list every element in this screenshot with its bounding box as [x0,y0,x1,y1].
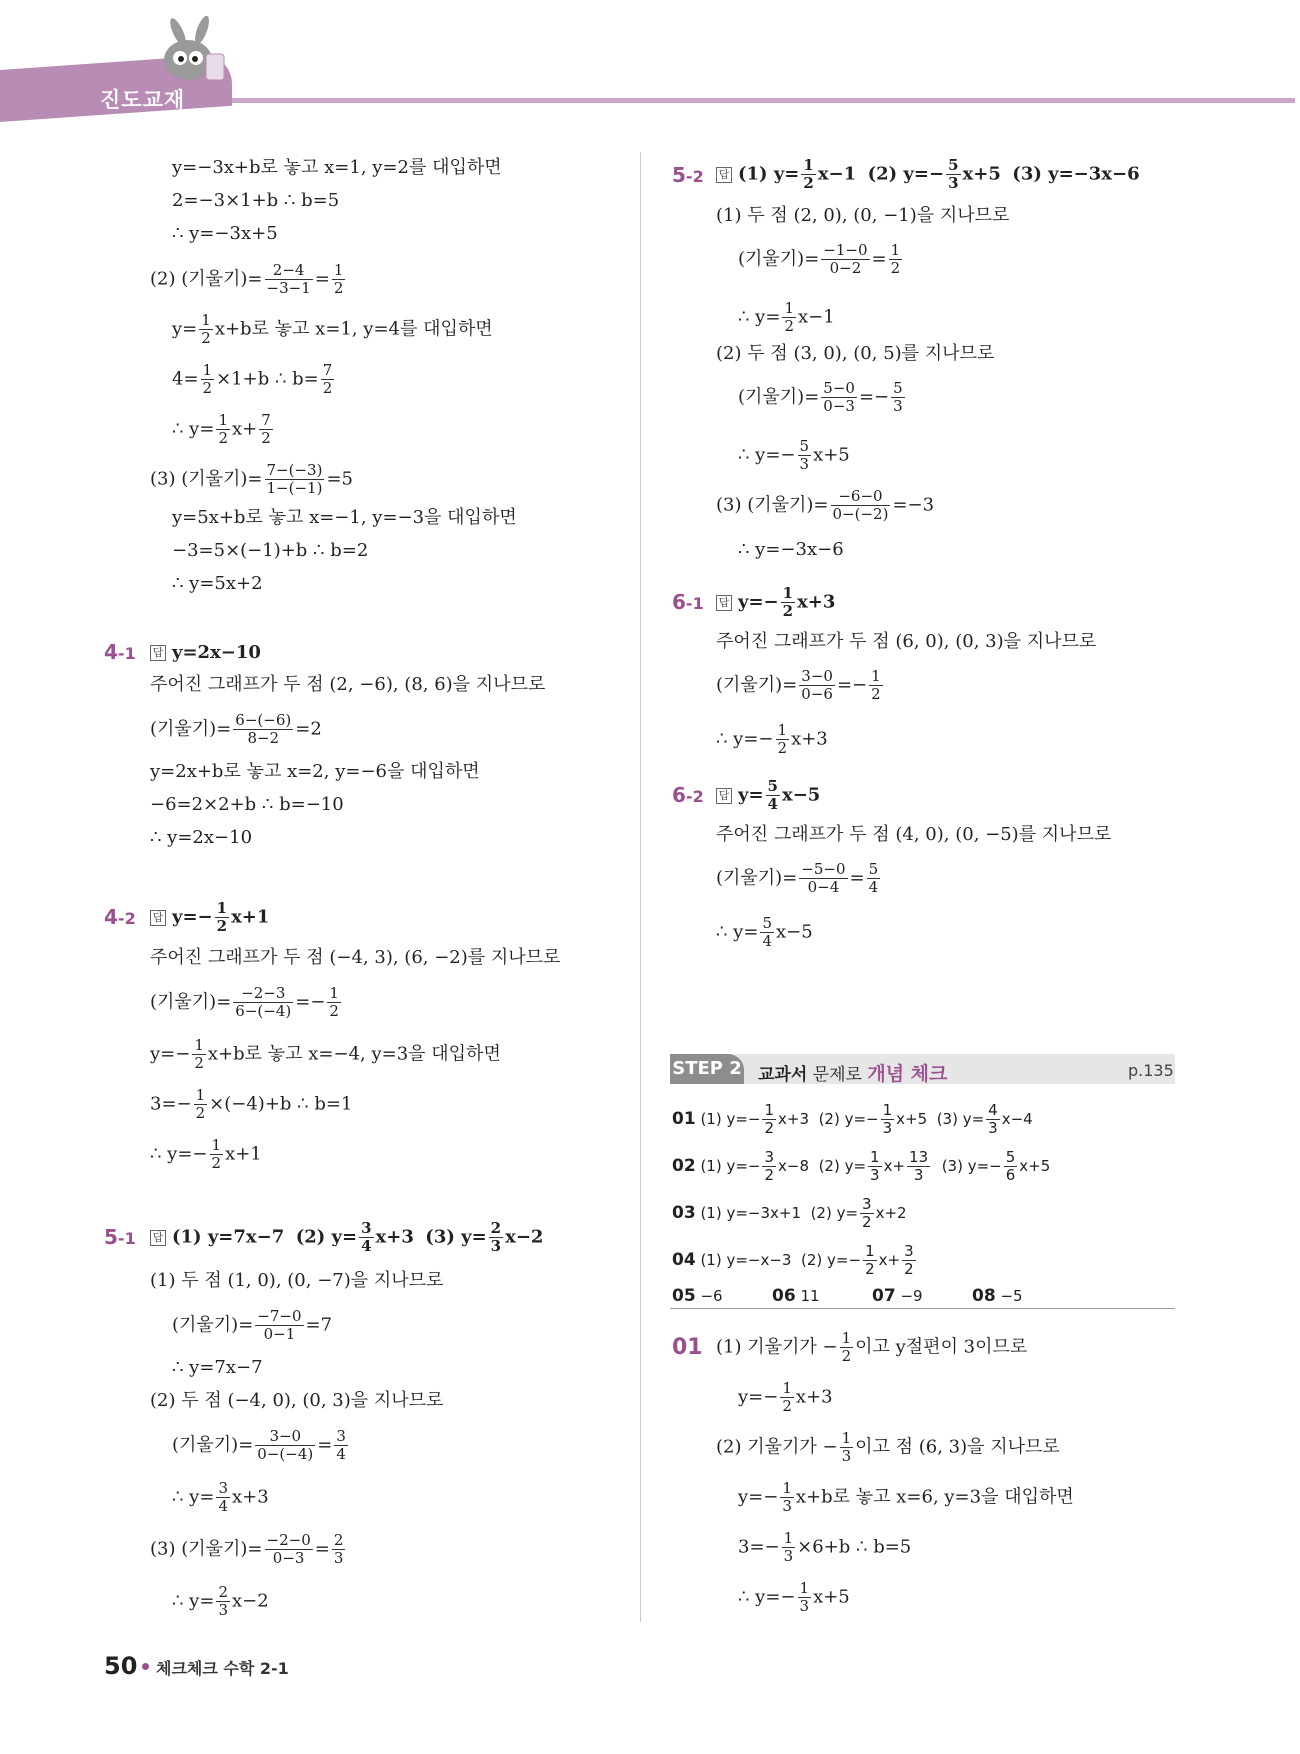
answer-line: 답 y=2x−10 [150,641,261,665]
text-line: ∴ y=5x+2 [172,573,263,594]
answer-line: 답 y=− $\frac{1}{2}$ x+1 [150,900,269,935]
book-title: 체크체크 수학 2-1 [156,1659,289,1678]
answer-row: 06 11 [772,1286,820,1306]
text-line: ∴ y=− $\frac{1}{2}$ x+3 [716,721,828,757]
text-line: ∴ y=7x−7 [172,1357,263,1378]
problem-number: 5-2 [672,163,704,187]
slope-line: (기울기)= $\frac{6-(-6)}{8-2}$ =2 [150,711,322,747]
text-line: 주어진 그래프가 두 점 (2, −6), (8, 6)을 지나므로 [150,674,546,695]
text-line: (1) 기울기가 − $\frac{1}{2}$ 이고 y절편이 3이므로 [716,1329,1028,1365]
text-line: ∴ y= $\frac{1}{2}$ x+ $\frac{7}{2}$ [172,411,271,447]
answer-line: 답 (1) y=7x−7 (2) y= $\frac{3}{4}$ x+3 (3) y= $\frac{2}{3}$ x−2 [150,1220,543,1255]
bullet-icon [142,1663,149,1670]
column-divider [640,152,641,1622]
text-line: ∴ y= $\frac{3}{4}$ x+3 [172,1479,269,1515]
answer-icon: 답 [150,910,166,926]
text-line: 4= $\frac{1}{2}$ ×1+b ∴ b= $\frac{7}{2}$ [172,361,333,397]
answer-line: 답 (1) y= $\frac{1}{2}$ x−1 (2) y=− $\frac{5}{3}$ x+5 (3) y=−3x−6 [716,157,1140,192]
text-line: −6=2×2+b ∴ b=−10 [150,794,344,815]
text-line: 주어진 그래프가 두 점 (4, 0), (0, −5)를 지나므로 [716,824,1112,845]
rabbit-mascot-icon [150,16,230,86]
text-line: (1) 두 점 (2, 0), (0, −1)을 지나므로 [716,205,1010,226]
text-line: y= $\frac{1}{2}$ x+b로 놓고 x=1, y=4를 대입하면 [172,311,493,347]
answer-icon: 답 [716,167,732,183]
answer-divider [670,1308,1175,1309]
answer-row: 08 −5 [972,1286,1023,1306]
slope-line: (3) (기울기)= $\frac{-6-0}{0-(-2)}$ =−3 [716,487,935,523]
text-line: −3=5×(−1)+b ∴ b=2 [172,540,369,561]
slope-line: (기울기)= $\frac{-2-3}{6-(-4)}$ =− $\frac{1}{2}$ [150,984,339,1020]
answer-icon: 답 [716,788,732,804]
text-line: ∴ y= $\frac{2}{3}$ x−2 [172,1583,269,1619]
solution-number: 01 [672,1335,703,1360]
header-rule [200,98,1295,103]
problem-number: 5-1 [104,1225,136,1249]
slope-line: (2) (기울기)= $\frac{2-4}{-3-1}$ = $\frac{1}{2}$ [150,261,344,297]
answer-row: 02 (1) y=− $\frac{3}{2}$ x−8 (2) y= $\frac{1}{3}$ x+ $\frac{13}{3}$ (3) y=− $\frac{5}{6}$ x+5 [672,1148,1051,1184]
answer-row: 05 −6 [672,1286,723,1306]
text-line: y=5x+b로 놓고 x=−1, y=−3을 대입하면 [172,507,517,528]
text-line: ∴ y=2x−10 [150,827,253,848]
problem-number: 4-2 [104,905,136,929]
text-line: ∴ y= $\frac{5}{4}$ x−5 [716,914,813,950]
problem-number: 6-1 [672,590,704,614]
step-tag: STEP 2 [670,1054,744,1084]
problem-number: 4-1 [104,640,136,664]
text-line: y=− $\frac{1}{2}$ x+b로 놓고 x=−4, y=3을 대입하면 [150,1036,501,1072]
answer-row: 04 (1) y=−x−3 (2) y=− $\frac{1}{2}$ x+ $\frac{3}{2}$ [672,1242,914,1278]
answer-row: 07 −9 [872,1286,923,1306]
fraction: $\frac{1}{2}$ [333,261,344,297]
slope-line: (기울기)= $\frac{-7-0}{0-1}$ =7 [172,1307,333,1343]
step-page-ref: p.135 [1128,1061,1174,1080]
slope-line: (기울기)= $\frac{-1-0}{0-2}$ = $\frac{1}{2}$ [738,241,901,277]
slope-line: (기울기)= $\frac{5-0}{0-3}$ =− $\frac{5}{3}$ [738,379,903,415]
text-line: 3=− $\frac{1}{2}$ ×(−4)+b ∴ b=1 [150,1086,353,1122]
slope-line: (기울기)= $\frac{3-0}{0-6}$ =− $\frac{1}{2}$ [716,667,881,703]
slope-line: (기울기)= $\frac{3-0}{0-(-4)}$ = $\frac{3}{4}$ [172,1427,346,1463]
slope-line: (3) (기울기)= $\frac{-2-0}{0-3}$ = $\frac{2}{3}$ [150,1531,344,1567]
text-line: ∴ y=− $\frac{1}{2}$ x+1 [150,1136,262,1172]
answer-line: 답 y=− $\frac{1}{2}$ x+3 [716,585,835,620]
answer-icon: 답 [716,595,732,611]
slope-line: (3) (기울기)= $\frac{7-(-3)}{1-(-1)}$ =5 [150,461,353,497]
text-line: ∴ y= $\frac{1}{2}$ x−1 [738,299,835,335]
answer-line: 답 y= $\frac{5}{4}$ x−5 [716,778,820,813]
text-line: (2) 두 점 (−4, 0), (0, 3)을 지나므로 [150,1390,444,1411]
answer-row: 01 (1) y=− $\frac{1}{2}$ x+3 (2) y=− $\frac{1}{3}$ x+5 (3) y= $\frac{4}{3}$ x−4 [672,1101,1033,1137]
text-line: y=2x+b로 놓고 x=2, y=−6을 대입하면 [150,761,480,782]
text-line: 2=−3×1+b ∴ b=5 [172,190,340,211]
text-line: y=− $\frac{1}{3}$ x+b로 놓고 x=6, y=3을 대입하면 [738,1479,1074,1515]
page-number: 50 [104,1652,138,1680]
header-title: 진도교재 [100,88,186,112]
answer-icon: 답 [150,645,166,661]
text-line: ∴ y=−3x−6 [738,539,844,560]
slope-line: (기울기)= $\frac{-5-0}{0-4}$ = $\frac{5}{4}$ [716,860,879,896]
problem-number: 6-2 [672,783,704,807]
text-line: ∴ y=− $\frac{1}{3}$ x+5 [738,1579,850,1615]
text-line: (2) 기울기가 − $\frac{1}{3}$ 이고 점 (6, 3)을 지나므로 [716,1429,1060,1465]
text-line: 주어진 그래프가 두 점 (6, 0), (0, 3)을 지나므로 [716,631,1097,652]
text-line: ∴ y=−3x+5 [172,223,278,244]
fraction: $\frac{2-4}{-3-1}$ [266,261,311,297]
text-line: y=− $\frac{1}{2}$ x+3 [738,1379,833,1415]
text-line: 3=− $\frac{1}{3}$ ×6+b ∴ b=5 [738,1529,912,1565]
text-line: (2) 두 점 (3, 0), (0, 5)를 지나므로 [716,343,995,364]
text-line: 주어진 그래프가 두 점 (−4, 3), (6, −2)를 지나므로 [150,947,561,968]
step-title: 교과서 문제로 개념 체크 [758,1063,948,1085]
text-line: ∴ y=− $\frac{5}{3}$ x+5 [738,437,850,473]
answer-row: 03 (1) y=−3x+1 (2) y= $\frac{3}{2}$ x+2 [672,1195,907,1231]
text-line: y=−3x+b로 놓고 x=1, y=2를 대입하면 [172,157,502,178]
answer-icon: 답 [150,1230,166,1246]
text-line: (1) 두 점 (1, 0), (0, −7)을 지나므로 [150,1270,444,1291]
